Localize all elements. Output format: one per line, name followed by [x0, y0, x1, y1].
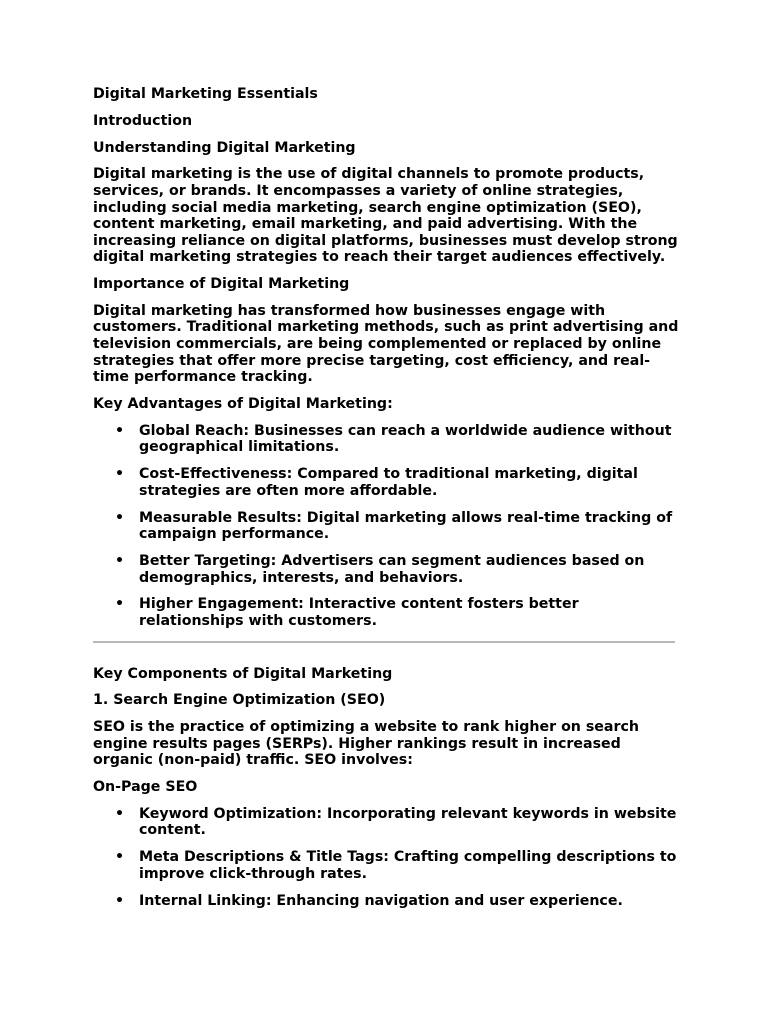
- document-title: Digital Marketing Essentials: [93, 86, 318, 102]
- document-body: [93, 86, 683, 919]
- section-heading-introduction: Introduction: [93, 112, 193, 129]
- bullet-icon: •: [115, 892, 125, 909]
- section-divider: [93, 641, 675, 643]
- list-item: [93, 510, 683, 543]
- list-item-text: Meta Descriptions & Title Tags: Crafting compelling descriptions to improve click-through rates.: [139, 849, 677, 882]
- list-item-text: Internal Linking: Enhancing navigation and user experience.: [139, 892, 623, 909]
- list-item: [93, 806, 683, 839]
- bullet-icon: •: [115, 552, 125, 569]
- list-item-text: Cost-Effectiveness: Compared to traditional marketing, digital strategies are often more affordable.: [139, 466, 638, 499]
- subheading-understanding: Understanding Digital Marketing: [93, 139, 356, 156]
- bullet-icon: •: [115, 466, 125, 483]
- list-item: [93, 466, 683, 499]
- bullet-icon: •: [115, 596, 125, 613]
- list-item-text: Higher Engagement: Interactive content fosters better relationships with customers.: [139, 596, 579, 629]
- list-item: [93, 893, 683, 910]
- section-heading-components: Key Components of Digital Marketing: [93, 665, 393, 682]
- onpage-seo-list: [93, 806, 683, 909]
- advantages-list: [93, 423, 683, 630]
- list-item-text: Better Targeting: Advertisers can segment audiences based on demographics, interests, and behaviors.: [139, 552, 645, 586]
- list-item-text: Keyword Optimization: Incorporating relevant keywords in website content.: [139, 805, 677, 839]
- subheading-seo: 1. Search Engine Optimization (SEO): [93, 692, 386, 709]
- paragraph-definition: Digital marketing is the use of digital channels to promote products, services, or brands. It encompasses a variety of online strategies, including social media marketing, search engine optimization (SEO), content marketing, email marketing, and paid advertising. With the increasing reliance on digital platforms, businesses must develop strong digital marketing strategies to reach their target audiences effectively.: [93, 166, 678, 266]
- bullet-icon: •: [115, 509, 125, 526]
- subheading-importance: Importance of Digital Marketing: [93, 276, 350, 293]
- list-item: [93, 423, 683, 456]
- bullet-icon: •: [115, 422, 125, 439]
- list-item: [93, 553, 683, 586]
- subheading-advantages: Key Advantages of Digital Marketing:: [93, 396, 393, 413]
- bullet-icon: •: [115, 805, 125, 822]
- list-item: [93, 849, 683, 882]
- bullet-icon: •: [115, 849, 125, 866]
- paragraph-importance: Digital marketing has transformed how businesses engage with customers. Traditional marketing methods, such as print advertising and television commercials, are being complemented or replaced by online strategies that offer more precise targeting, cost efficiency, and real-time performance tracking.: [93, 302, 679, 386]
- paragraph-seo: SEO is the practice of optimizing a website to rank higher on search engine results pages (SERPs). Higher rankings result in increased organic (non-paid) traffic. SEO involves:: [93, 719, 639, 769]
- subheading-onpage-seo: On-Page SEO: [93, 779, 198, 796]
- list-item: [93, 596, 683, 629]
- list-item-text: Global Reach: Businesses can reach a worldwide audience without geographical limitations.: [139, 422, 672, 456]
- list-item-text: Measurable Results: Digital marketing allows real-time tracking of campaign performance.: [139, 509, 673, 543]
